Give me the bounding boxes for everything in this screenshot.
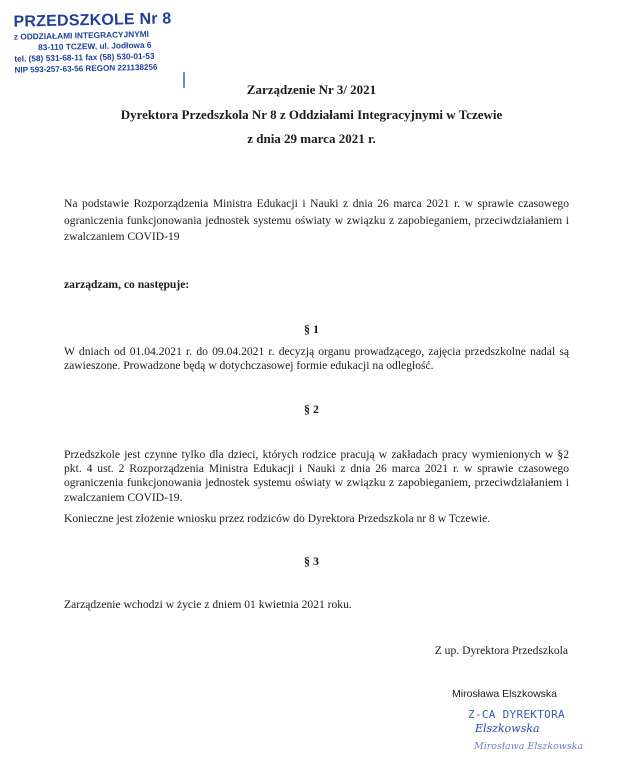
- stamp-school-name: PRZEDSZKOLE Nr 8: [13, 10, 172, 31]
- section-1-text: W dniach od 01.04.2021 r. do 09.04.2021 r. decyzją organu prowadzącego, zajęcia przedszkolne nadal są zawieszone. Prowadzone będą w dotychczasowej formie edukacji na odległość.: [64, 345, 569, 373]
- document-subtitle: Dyrektora Przedszkola Nr 8 z Oddziałami Integracyjnymi w Tczewie: [120, 107, 503, 122]
- section-2-heading: § 2: [304, 402, 319, 416]
- section-2-text: Przedszkole jest czynne tylko dla dzieci, których rodzice pracują w zakładach pracy wymienionych w §2 pkt. 4 ust. 2 Rozporządzenia Ministra Edukacji i Nauki z dnia 26 marca 2021 r. w sprawie czasowego ograniczenia funkcjonowania jednostek systemu oświaty w związku z zapobieganiem, przeciwdziałaniem i zwalczaniem COVID-19.: [64, 448, 569, 504]
- decree-line: zarządzam, co następuje:: [64, 278, 190, 291]
- stamp-line-phone: tel. (58) 531-68-11 fax (58) 530-01-53: [14, 50, 155, 64]
- document-title: Zarządzenie Nr 3/ 2021: [246, 82, 377, 97]
- stamp-line-address: 83-110 TCZEW, ul. Jodłowa 6: [37, 39, 152, 53]
- section-2-note: Konieczne jest złożenie wniosku przez rodziców do Dyrektora Przedszkola nr 8 w Tczewie.: [64, 512, 491, 525]
- on-behalf-line: Z up. Dyrektora Przedszkola: [434, 644, 568, 657]
- stamp-deputy-title: Z-CA DYREKTORA: [468, 708, 565, 721]
- deputy-director-stamp: [446, 708, 596, 752]
- stamp-signatory-name: Mirosława Elszkowska: [474, 741, 584, 752]
- signatory-name: Mirosława Elszkowska: [452, 688, 558, 700]
- handwritten-signature: Elszkowska: [475, 722, 540, 735]
- document-date: z dnia 29 marca 2021 r.: [247, 131, 376, 146]
- section-3-heading: § 3: [304, 554, 319, 568]
- school-stamp: [13, 10, 174, 75]
- intro-paragraph: Na podstawie Rozporządzenia Ministra Edukacji i Nauki z dnia 26 marca 2021 r. w sprawie czasowego ograniczenia funkcjonowania jednostek systemu oświaty w związku z zapobieganiem, przeciwdziałaniem i zwalczaniem COVID-19: [64, 197, 569, 243]
- section-1-heading: § 1: [304, 322, 319, 336]
- stamp-line-integration: z ODDZIAŁAMI INTEGRACYJNYMI: [13, 28, 149, 42]
- section-3-text: Zarządzenie wchodzi w życie z dniem 01 kwietnia 2021 roku.: [64, 598, 352, 611]
- stamp-line-nip: NIP 593-257-63-56 REGON 221138256: [14, 62, 158, 75]
